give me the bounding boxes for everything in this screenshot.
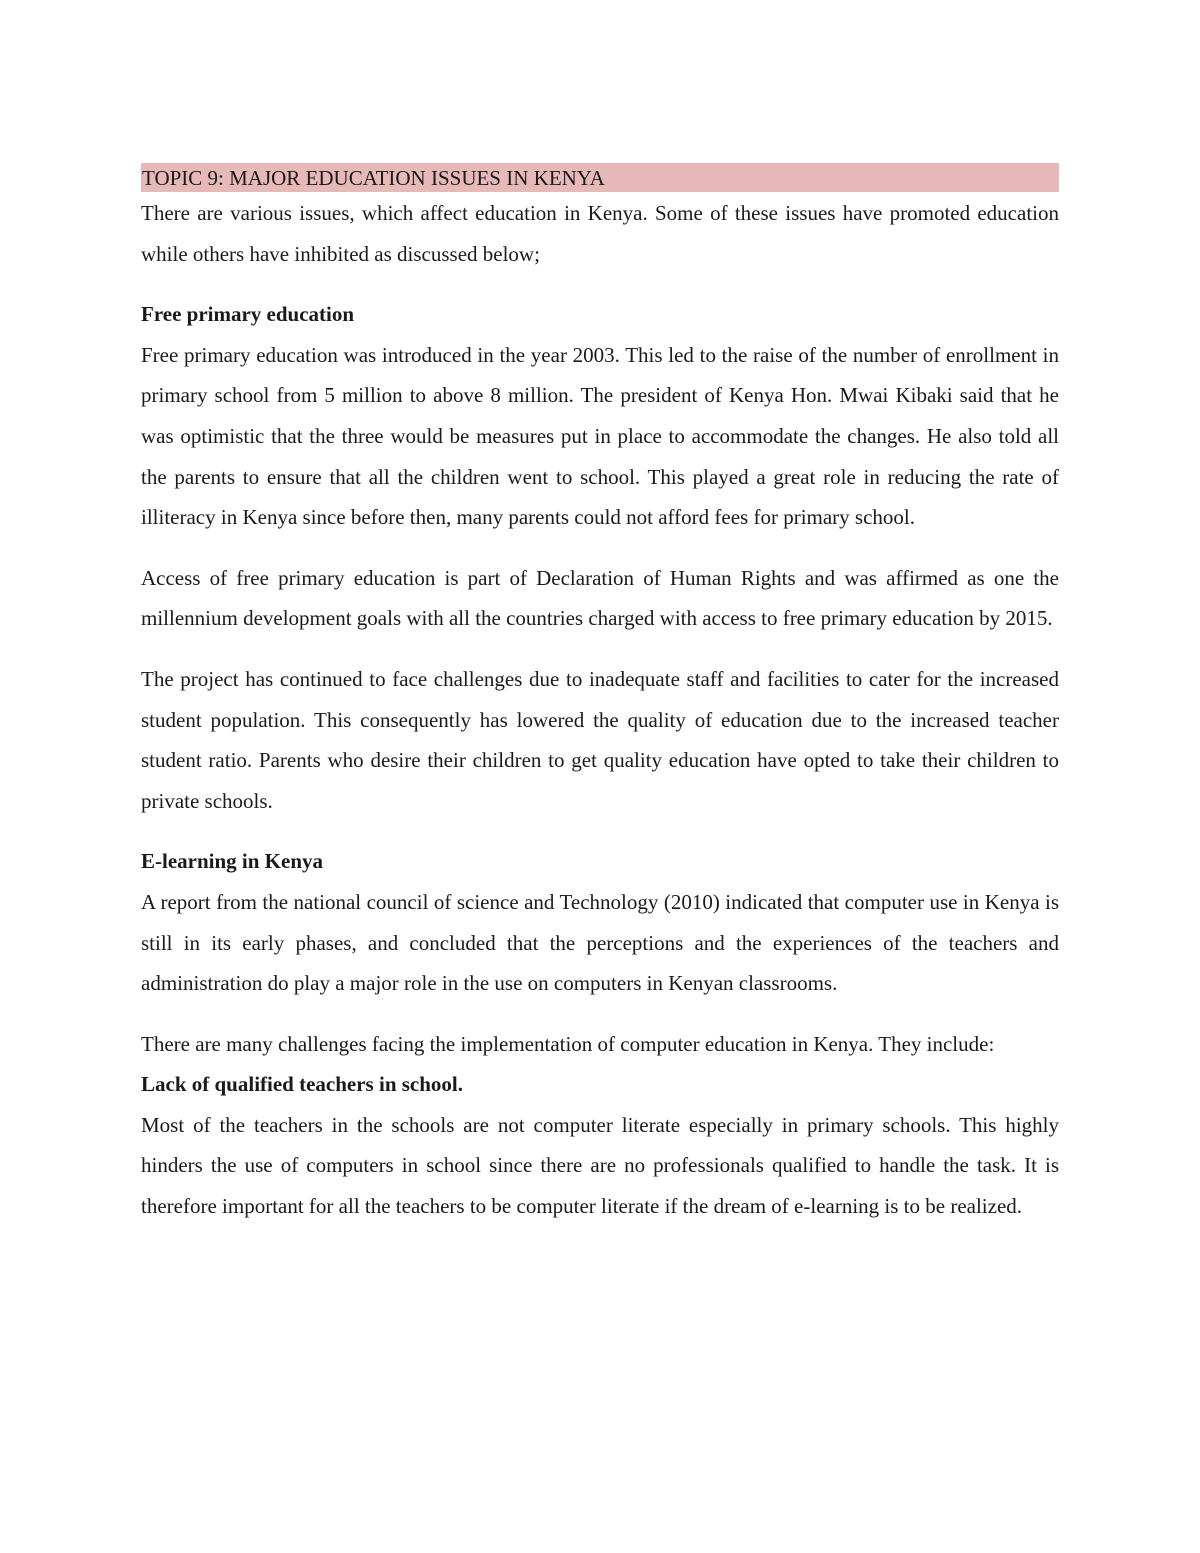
paragraph-free-primary-3: The project has continued to face challenges due to inadequate staff and facilities to cater for the increased student population. This consequently has lowered the quality of education due to the increased teacher student ratio. Parents who desire their children to get quality education have opted to take their children to private schools. [141,666,1059,813]
paragraph-qualified-teachers-1: Most of the teachers in the schools are not computer literate especially in primary schools. This highly hinders the use of computers in school since there are no professionals qualified to handle the task. It is therefore important for all the teachers to be computer literate if the dream of e-learning is to be realized. [141,1112,1059,1219]
paragraph-e-learning-1: A report from the national council of science and Technology (2010) indicated that computer use in Kenya is still in its early phases, and concluded that the perceptions and the experiences of the teachers and administration do play a major role in the use on computers in Kenyan classrooms. [141,889,1059,996]
section-heading-qualified-teachers: Lack of qualified teachers in school. [141,1072,464,1097]
section-heading-free-primary-education: Free primary education [141,302,355,327]
paragraph-free-primary-2: Access of free primary education is part of Declaration of Human Rights and was affirmed as one the millennium development goals with all the countries charged with access to free primary education by 2015. [141,565,1059,631]
section-heading-e-learning: E-learning in Kenya [141,849,324,874]
paragraph-e-learning-2: There are many challenges facing the implementation of computer education in Kenya. They include: [141,1031,995,1056]
topic-title: TOPIC 9: MAJOR EDUCATION ISSUES IN KENYA [141,163,1059,192]
document-body [141,163,1059,1227]
paragraph-free-primary-1: Free primary education was introduced in the year 2003. This led to the raise of the number of enrollment in primary school from 5 million to above 8 million. The president of Kenya Hon. Mwai Kibaki said that he was optimistic that the three would be measures put in place to accommodate the changes. He also told all the parents to ensure that all the children went to school. This played a great role in reducing the rate of illiteracy in Kenya since before then, many parents could not afford fees for primary school. [141,342,1059,530]
intro-paragraph: There are various issues, which affect education in Kenya. Some of these issues have promoted education while others have inhibited as discussed below; [141,201,1059,266]
